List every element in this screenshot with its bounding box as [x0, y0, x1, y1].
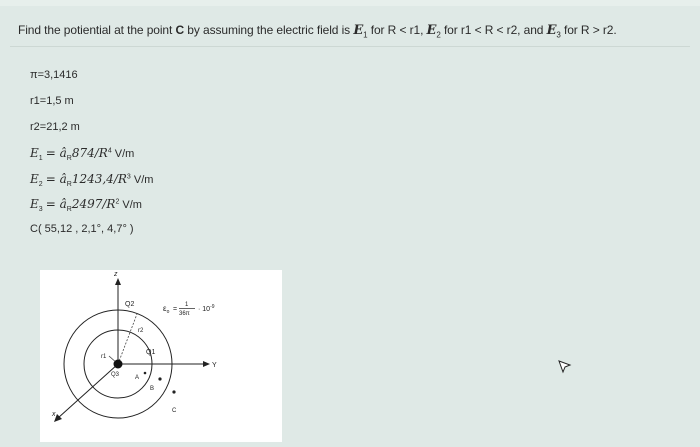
e1-symbol: E [353, 23, 364, 38]
a-label: A [135, 375, 140, 381]
x-axis [58, 364, 118, 418]
b-label: B [150, 386, 155, 392]
point-charge-q3 [114, 360, 123, 369]
point-b [158, 377, 161, 380]
point-a [144, 372, 147, 375]
r1-label: r1 [101, 354, 107, 360]
fraction-denominator: 36π [179, 311, 190, 317]
q2-label: Q2 [125, 301, 135, 308]
given-r2: r2=21,2 m [30, 121, 80, 133]
r2-radius-line [118, 314, 137, 364]
question-text: Find the potiential at the point C by assuming the electric field is $E_1$ for R < r1, $E_2$ for r1 < R < r2, and $E_3$ for R > r2. [18, 23, 617, 40]
given-pi: π=3,1416 [30, 69, 78, 81]
mouse-cursor-icon [558, 360, 572, 374]
q1-label: Q1 [146, 349, 156, 356]
point-c [172, 390, 175, 393]
e3-symbol: E [546, 23, 557, 38]
r2-label: r2 [138, 328, 144, 334]
z-axis-arrow [115, 278, 121, 285]
c-label: C [172, 408, 177, 414]
z-label: z [114, 271, 118, 278]
x-label: x [52, 411, 56, 418]
q3-label: Q3 [111, 372, 120, 378]
y-axis-arrow [203, 361, 210, 367]
equals-sign: = [173, 306, 178, 313]
e2-symbol: E [426, 23, 437, 38]
given-r1: r1=1,5 m [30, 95, 74, 107]
charge-diagram [40, 270, 282, 442]
top-bar [0, 0, 700, 6]
given-e1: $E_1$ = $â_R874/R^4$ V/m [30, 146, 135, 163]
exponent-term: · $10^{-9}$ [198, 304, 215, 313]
fraction-numerator: 1 [185, 302, 189, 308]
given-e2: $E_2$ = $â_R1243,4/R^3$ V/m [30, 172, 154, 189]
y-label: Y [212, 362, 217, 369]
given-point-c: C( 55,12 , 2,1°, 4,7° ) [30, 223, 134, 235]
divider [10, 46, 690, 47]
charge-diagram-svg [40, 270, 282, 442]
given-e3: $E_3$ = $â_R2497/R^2$ V/m [30, 197, 142, 214]
epsilon-symbol: $\varepsilon_o$ [163, 304, 170, 315]
